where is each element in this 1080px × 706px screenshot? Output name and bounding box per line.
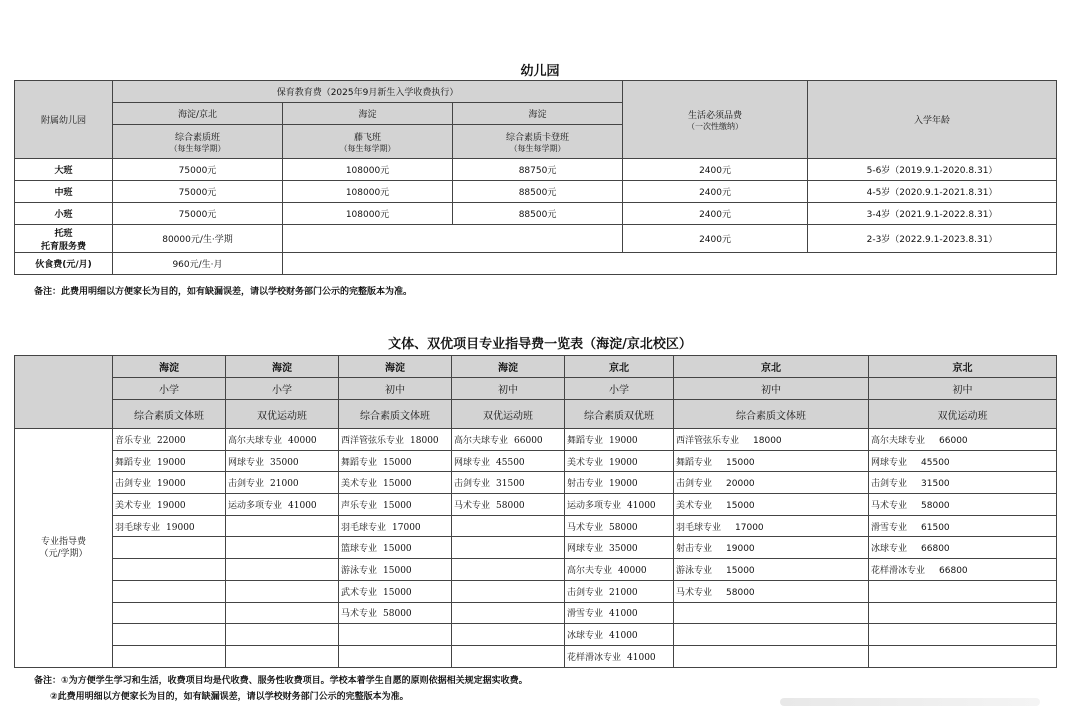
item-fee: 58000 — [921, 500, 950, 511]
fee-item-cell — [452, 537, 565, 559]
table-row — [15, 472, 1057, 494]
item-name: 篮球专业 — [341, 544, 378, 555]
fee-item-cell — [565, 450, 674, 472]
item-name: 羽毛球专业 — [115, 522, 161, 533]
fee-item-cell — [226, 624, 339, 646]
item-fee: 22000 — [157, 435, 186, 446]
fee-item-cell — [565, 645, 674, 667]
level-header: 小学 — [113, 378, 226, 400]
class-header — [453, 125, 623, 159]
fee-item-cell — [226, 515, 339, 537]
table-row — [15, 203, 1057, 225]
item-fee: 58000 — [609, 522, 638, 533]
fee-item-cell — [226, 472, 339, 494]
item-fee: 45500 — [921, 457, 950, 468]
item-name: 网球专业 — [228, 457, 265, 468]
row-label-1: 专业指导费 — [40, 536, 86, 547]
fee-item-cell — [869, 624, 1057, 646]
item-name: 羽毛球专业 — [341, 522, 387, 533]
table-row — [15, 181, 1057, 203]
fee-item-cell — [869, 429, 1057, 451]
item-name: 滑雪专业 — [871, 522, 908, 533]
fee-item-cell — [226, 580, 339, 602]
fee-item-cell — [674, 559, 869, 581]
item-name: 音乐专业 — [115, 435, 152, 446]
type-header: 双优运动班 — [869, 400, 1057, 429]
class-name: 综合素质卡登班 — [506, 132, 570, 143]
item-fee: 40000 — [618, 565, 647, 576]
item-fee: 58000 — [726, 587, 755, 598]
item-name: 滑雪专业 — [567, 609, 604, 620]
fee-item-cell — [113, 580, 226, 602]
item-fee: 19000 — [166, 522, 195, 533]
fee-item-cell — [339, 645, 452, 667]
item-fee: 15000 — [726, 500, 755, 511]
table-row — [15, 645, 1057, 667]
table-row — [15, 559, 1057, 581]
item-fee: 45500 — [496, 457, 525, 468]
table-row — [15, 429, 1057, 451]
table-row — [15, 602, 1057, 624]
fee-item-cell — [674, 537, 869, 559]
fee-item-cell — [113, 559, 226, 581]
item-name: 运动多项专业 — [567, 500, 622, 511]
fee-item-cell — [339, 429, 452, 451]
fee-item-cell — [674, 450, 869, 472]
fee-item-cell — [674, 429, 869, 451]
fee-item-cell — [339, 494, 452, 516]
table-row — [15, 450, 1057, 472]
item-fee: 21000 — [609, 587, 638, 598]
sports-note-1: 备注：①为方便学生学习和生活，收费项目均是代收费、服务性收费项目。学校本着学生自愿的原则依据相关规定据实收费。 — [34, 676, 528, 686]
level-header: 初中 — [869, 378, 1057, 400]
item-name: 花样滑冰专业 — [871, 565, 926, 576]
fee-group-header: 保育教育费（2025年9月新生入学收费执行） — [113, 81, 623, 103]
fee-item-cell — [452, 645, 565, 667]
age-header: 入学年龄 — [808, 81, 1057, 159]
table-row — [15, 624, 1057, 646]
age-cell: 5-6岁（2019.9.1-2020.8.31） — [808, 159, 1057, 181]
item-fee: 20000 — [726, 479, 755, 490]
living-label: 生活必须品费 — [688, 110, 743, 121]
item-fee: 19000 — [157, 479, 186, 490]
item-fee: 35000 — [270, 457, 299, 468]
item-fee: 17000 — [392, 522, 421, 533]
fee-item-cell — [226, 602, 339, 624]
type-header: 双优运动班 — [226, 400, 339, 429]
fee-cell: 108000元 — [283, 159, 453, 181]
tuo-fee-cell: 80000元/生·学期 — [113, 225, 283, 253]
item-name: 舞蹈专业 — [341, 457, 378, 468]
fee-item-cell — [869, 580, 1057, 602]
living-header — [623, 81, 808, 159]
fee-item-cell — [339, 450, 452, 472]
class-sub: （每生每学期） — [509, 143, 566, 153]
campus-header: 京北 — [565, 356, 674, 378]
campus-header: 海淀/京北 — [113, 103, 283, 125]
campus-header: 京北 — [869, 356, 1057, 378]
item-name: 击剑专业 — [676, 479, 713, 490]
class-name: 藤飞班 — [353, 132, 381, 143]
item-fee: 15000 — [383, 457, 412, 468]
fee-cell: 108000元 — [283, 181, 453, 203]
fee-item-cell — [565, 472, 674, 494]
item-fee: 21000 — [270, 479, 299, 490]
item-fee: 58000 — [496, 500, 525, 511]
sports-fee-table — [14, 355, 1057, 668]
table-row — [15, 225, 1057, 253]
grade-name: 小班 — [15, 203, 113, 225]
fee-item-cell — [226, 645, 339, 667]
fee-item-cell — [869, 472, 1057, 494]
level-header: 初中 — [339, 378, 452, 400]
item-fee: 66800 — [939, 565, 968, 576]
fee-item-cell — [113, 645, 226, 667]
fee-item-cell — [339, 472, 452, 494]
tuo-name-1: 托班 — [54, 228, 73, 239]
item-name: 马术专业 — [454, 500, 491, 511]
item-fee: 66000 — [514, 435, 543, 446]
type-header: 双优运动班 — [452, 400, 565, 429]
fee-item-cell — [452, 450, 565, 472]
living-cell: 2400元 — [623, 181, 808, 203]
item-fee: 41000 — [609, 609, 638, 620]
campus-header: 海淀 — [283, 103, 453, 125]
item-fee: 31500 — [496, 479, 525, 490]
fee-item-cell — [113, 450, 226, 472]
item-name: 马术专业 — [567, 522, 604, 533]
fee-item-cell — [113, 515, 226, 537]
type-header: 综合素质文体班 — [674, 400, 869, 429]
fee-item-cell — [869, 602, 1057, 624]
fee-item-cell — [113, 602, 226, 624]
grade-name: 中班 — [15, 181, 113, 203]
table-row — [15, 580, 1057, 602]
item-name: 冰球专业 — [567, 631, 604, 642]
item-fee: 15000 — [383, 500, 412, 511]
fee-item-cell — [674, 624, 869, 646]
fee-item-cell — [452, 580, 565, 602]
fee-item-cell — [869, 450, 1057, 472]
item-fee: 19000 — [157, 457, 186, 468]
living-sub: （一次性缴纳） — [687, 121, 744, 131]
living-cell: 2400元 — [623, 225, 808, 253]
fee-item-cell — [565, 429, 674, 451]
table-row — [15, 537, 1057, 559]
campus-header: 海淀 — [453, 103, 623, 125]
row-label-2: （元/学期） — [39, 548, 88, 559]
table-row — [15, 494, 1057, 516]
watermark — [780, 698, 1040, 706]
type-header: 综合素质文体班 — [339, 400, 452, 429]
level-header: 初中 — [452, 378, 565, 400]
campus-header: 海淀 — [226, 356, 339, 378]
fee-item-cell — [339, 559, 452, 581]
age-cell: 2-3岁（2022.9.1-2023.8.31） — [808, 225, 1057, 253]
item-name: 射击专业 — [567, 479, 604, 490]
item-name: 高尔夫球专业 — [454, 435, 509, 446]
campus-header: 海淀 — [113, 356, 226, 378]
item-fee: 66000 — [939, 435, 968, 446]
item-name: 网球专业 — [454, 457, 491, 468]
table-row — [15, 515, 1057, 537]
item-fee: 18000 — [753, 435, 782, 446]
empty-cell — [283, 253, 1057, 275]
fee-cell: 88750元 — [453, 159, 623, 181]
empty-cell — [453, 225, 623, 253]
item-name: 美术专业 — [115, 500, 152, 511]
item-fee: 31500 — [921, 479, 950, 490]
tuo-name — [15, 225, 113, 253]
level-header: 初中 — [674, 378, 869, 400]
item-name: 高尔夫球专业 — [228, 435, 283, 446]
item-name: 花样滑冰专业 — [567, 652, 622, 663]
class-sub: （每生每学期） — [169, 143, 226, 153]
item-name: 游泳专业 — [676, 565, 713, 576]
item-name: 美术专业 — [341, 479, 378, 490]
class-header — [283, 125, 453, 159]
item-fee: 15000 — [383, 587, 412, 598]
fee-item-cell — [565, 602, 674, 624]
fee-item-cell — [113, 537, 226, 559]
level-header: 小学 — [565, 378, 674, 400]
item-fee: 35000 — [609, 544, 638, 555]
sports-title: 文体、双优项目专业指导费一览表（海淀/京北校区） — [388, 337, 692, 352]
fee-cell: 88500元 — [453, 181, 623, 203]
fee-item-cell — [452, 602, 565, 624]
tuo-name-2: 托育服务费 — [40, 241, 86, 252]
fee-item-cell — [113, 429, 226, 451]
fee-item-cell — [674, 580, 869, 602]
corner-cell — [15, 356, 113, 429]
row-label-cell — [15, 429, 113, 668]
item-fee: 19000 — [609, 457, 638, 468]
item-fee: 15000 — [726, 565, 755, 576]
kindergarten-note: 备注：此费用明细以方便家长为目的，如有缺漏误差，请以学校财务部门公示的完整版本为准。 — [34, 287, 413, 297]
table-row — [15, 159, 1057, 181]
fee-item-cell — [565, 515, 674, 537]
fee-item-cell — [113, 472, 226, 494]
item-name: 击剑专业 — [567, 587, 604, 598]
item-fee: 41000 — [609, 631, 638, 642]
item-fee: 18000 — [410, 435, 439, 446]
fee-item-cell — [339, 602, 452, 624]
item-fee: 40000 — [288, 435, 317, 446]
item-fee: 19000 — [157, 500, 186, 511]
fee-item-cell — [339, 537, 452, 559]
sports-body — [15, 429, 1057, 668]
fee-item-cell — [869, 494, 1057, 516]
fee-item-cell — [339, 580, 452, 602]
item-fee: 41000 — [288, 500, 317, 511]
item-name: 声乐专业 — [341, 500, 378, 511]
class-header — [113, 125, 283, 159]
item-fee: 15000 — [383, 544, 412, 555]
item-fee: 15000 — [726, 457, 755, 468]
fee-item-cell — [226, 494, 339, 516]
living-cell: 2400元 — [623, 159, 808, 181]
fee-item-cell — [113, 494, 226, 516]
item-fee: 41000 — [627, 652, 656, 663]
item-fee: 19000 — [609, 435, 638, 446]
item-fee: 15000 — [383, 565, 412, 576]
fee-item-cell — [226, 559, 339, 581]
food-fee-cell: 960元/生·月 — [113, 253, 283, 275]
campus-header: 海淀 — [452, 356, 565, 378]
fee-item-cell — [674, 515, 869, 537]
item-name: 击剑专业 — [228, 479, 265, 490]
item-name: 美术专业 — [567, 457, 604, 468]
fee-item-cell — [869, 645, 1057, 667]
item-name: 运动多项专业 — [228, 500, 283, 511]
fee-item-cell — [113, 624, 226, 646]
item-name: 高尔夫球专业 — [871, 435, 926, 446]
fee-item-cell — [565, 559, 674, 581]
fee-item-cell — [869, 515, 1057, 537]
item-name: 游泳专业 — [341, 565, 378, 576]
fee-item-cell — [565, 537, 674, 559]
item-name: 网球专业 — [567, 544, 604, 555]
item-fee: 17000 — [735, 522, 764, 533]
grade-name: 大班 — [15, 159, 113, 181]
fee-item-cell — [452, 515, 565, 537]
class-sub: （每生每学期） — [339, 143, 396, 153]
item-name: 美术专业 — [676, 500, 713, 511]
table-row — [15, 253, 1057, 275]
item-name: 西洋管弦乐专业 — [676, 435, 740, 446]
item-fee: 66800 — [921, 544, 950, 555]
item-name: 马术专业 — [341, 609, 378, 620]
fee-item-cell — [226, 450, 339, 472]
item-name: 马术专业 — [676, 587, 713, 598]
item-fee: 19000 — [609, 479, 638, 490]
item-name: 网球专业 — [871, 457, 908, 468]
fee-item-cell — [674, 602, 869, 624]
living-cell: 2400元 — [623, 203, 808, 225]
item-name: 击剑专业 — [871, 479, 908, 490]
item-name: 高尔夫专业 — [567, 565, 613, 576]
food-name: 伙食费(元/月) — [15, 253, 113, 275]
fee-item-cell — [452, 494, 565, 516]
item-name: 西洋管弦乐专业 — [341, 435, 405, 446]
fee-cell: 75000元 — [113, 181, 283, 203]
item-name: 射击专业 — [676, 544, 713, 555]
item-name: 羽毛球专业 — [676, 522, 722, 533]
item-fee: 58000 — [383, 609, 412, 620]
fee-item-cell — [339, 624, 452, 646]
fee-item-cell — [452, 429, 565, 451]
school-header: 附属幼儿园 — [15, 81, 113, 159]
fee-cell: 88500元 — [453, 203, 623, 225]
item-name: 冰球专业 — [871, 544, 908, 555]
item-name: 击剑专业 — [454, 479, 491, 490]
fee-item-cell — [869, 559, 1057, 581]
fee-item-cell — [226, 537, 339, 559]
item-name: 马术专业 — [871, 500, 908, 511]
fee-cell: 75000元 — [113, 203, 283, 225]
fee-item-cell — [339, 515, 452, 537]
fee-cell: 108000元 — [283, 203, 453, 225]
item-name: 舞蹈专业 — [567, 435, 604, 446]
item-name: 舞蹈专业 — [676, 457, 713, 468]
fee-item-cell — [565, 624, 674, 646]
fee-item-cell — [452, 559, 565, 581]
kindergarten-fee-table — [14, 80, 1057, 275]
item-fee: 61500 — [921, 522, 950, 533]
type-header: 综合素质双优班 — [565, 400, 674, 429]
empty-cell — [283, 225, 453, 253]
item-name: 武术专业 — [341, 587, 378, 598]
class-name: 综合素质班 — [174, 132, 220, 143]
fee-item-cell — [674, 645, 869, 667]
fee-item-cell — [869, 537, 1057, 559]
fee-item-cell — [674, 494, 869, 516]
campus-header: 京北 — [674, 356, 869, 378]
item-fee: 41000 — [627, 500, 656, 511]
fee-cell: 75000元 — [113, 159, 283, 181]
type-header: 综合素质文体班 — [113, 400, 226, 429]
sports-note-2: ②此费用明细以方便家长为目的，如有缺漏误差，请以学校财务部门公示的完整版本为准。 — [50, 692, 409, 702]
fee-item-cell — [565, 580, 674, 602]
fee-item-cell — [674, 472, 869, 494]
age-cell: 4-5岁（2020.9.1-2021.8.31） — [808, 181, 1057, 203]
campus-header: 海淀 — [339, 356, 452, 378]
item-name: 舞蹈专业 — [115, 457, 152, 468]
fee-item-cell — [452, 472, 565, 494]
level-header: 小学 — [226, 378, 339, 400]
item-fee: 19000 — [726, 544, 755, 555]
item-fee: 15000 — [383, 479, 412, 490]
fee-item-cell — [565, 494, 674, 516]
fee-item-cell — [452, 624, 565, 646]
kindergarten-title: 幼儿园 — [520, 64, 560, 79]
item-name: 击剑专业 — [115, 479, 152, 490]
age-cell: 3-4岁（2021.9.1-2022.8.31） — [808, 203, 1057, 225]
fee-item-cell — [226, 429, 339, 451]
